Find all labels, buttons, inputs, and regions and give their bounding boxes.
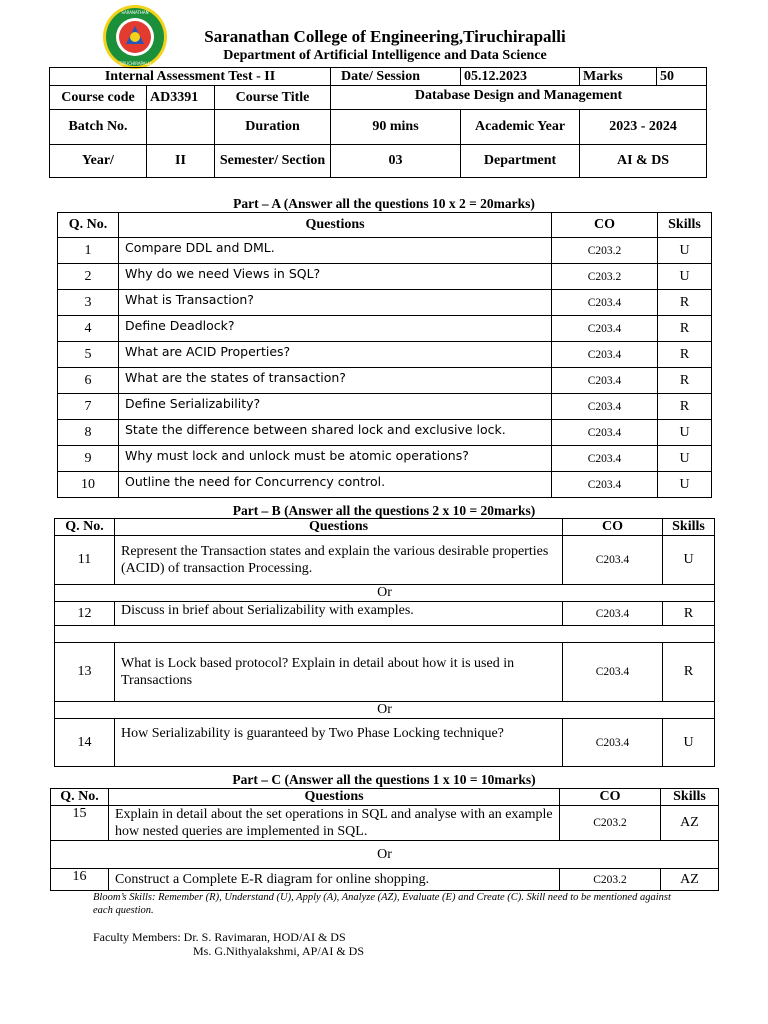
exam-info-table	[49, 67, 707, 178]
part-c-table	[50, 788, 719, 891]
part-c-header-skills: Skills	[661, 789, 719, 806]
question-co: C203.4	[552, 420, 658, 446]
table-row	[51, 806, 719, 841]
question-skill: R	[658, 342, 712, 368]
question-number: 14	[55, 719, 115, 767]
part-c-header-questions: Questions	[109, 789, 560, 806]
table-row	[55, 643, 715, 702]
faculty-members	[93, 930, 364, 958]
question-number: 15	[51, 806, 109, 841]
question-text: What are the states of transaction?	[119, 368, 552, 394]
table-row	[58, 290, 712, 316]
part-c-title: Part – C (Answer all the questions 1 x 10 = 10marks)	[232, 772, 536, 787]
question-skill: R	[658, 368, 712, 394]
question-co: C203.4	[563, 602, 663, 626]
department-label: Department	[461, 145, 580, 178]
svg-text:TIRUCHIRAPALLI: TIRUCHIRAPALLI	[118, 61, 152, 66]
semester-value: 03	[331, 145, 461, 178]
department-name: Department of Artificial Intelligence and Data Science	[223, 48, 547, 63]
part-b-header-questions: Questions	[115, 519, 563, 536]
question-skill: AZ	[661, 869, 719, 891]
question-number: 11	[55, 536, 115, 585]
academic-year-value: 2023 - 2024	[580, 110, 707, 145]
question-co: C203.2	[560, 869, 661, 891]
question-text: Construct a Complete E-R diagram for online shopping.	[109, 869, 560, 891]
question-number: 16	[51, 869, 109, 891]
academic-year-label: Academic Year	[461, 110, 580, 145]
part-c-header-co: CO	[560, 789, 661, 806]
duration-value: 90 mins	[331, 110, 461, 145]
question-text: State the difference between shared lock and exclusive lock.	[119, 420, 552, 446]
table-row	[58, 420, 712, 446]
question-number: 2	[58, 264, 119, 290]
question-co: C203.4	[552, 472, 658, 498]
question-text: Discuss in brief about Serializability with examples.	[115, 602, 563, 626]
question-co: C203.4	[552, 446, 658, 472]
table-row	[55, 719, 715, 767]
question-skill: R	[658, 316, 712, 342]
question-skill: U	[663, 719, 715, 767]
question-co: C203.4	[563, 536, 663, 585]
blooms-skills-note: Bloom’s Skills: Remember (R), Understand (U), Apply (A), Analyze (AZ), Evaluate (E) and Create (C). Skill need to be mentioned against each question.	[93, 892, 671, 916]
table-row	[58, 368, 712, 394]
part-a-title: Part – A (Answer all the questions 10 x 2 = 20marks)	[233, 196, 535, 211]
question-co: C203.2	[552, 238, 658, 264]
or-separator: Or	[51, 841, 719, 869]
faculty-line-2: Ms. G.Nithyalakshmi, AP/AI & DS	[193, 944, 365, 958]
question-number: 4	[58, 316, 119, 342]
question-co: C203.2	[560, 806, 661, 841]
question-number: 12	[55, 602, 115, 626]
question-skill: U	[658, 472, 712, 498]
question-text: What are ACID Properties?	[119, 342, 552, 368]
question-text: Compare DDL and DML.	[119, 238, 552, 264]
table-row	[58, 446, 712, 472]
question-skill: R	[658, 290, 712, 316]
question-skill: U	[658, 238, 712, 264]
question-text: Explain in detail about the set operations in SQL and analyse with an example how nested queries are implemented in SQL.	[109, 806, 560, 841]
part-b-header-co: CO	[563, 519, 663, 536]
table-row	[58, 238, 712, 264]
table-row	[58, 342, 712, 368]
course-title-value: Database Design and Management	[331, 86, 707, 110]
table-row	[51, 869, 719, 891]
question-number: 1	[58, 238, 119, 264]
part-a-header-qno: Q. No.	[58, 213, 119, 238]
department-value: AI & DS	[580, 145, 707, 178]
question-skill: R	[658, 394, 712, 420]
part-a-header-co: CO	[552, 213, 658, 238]
year-label: Year/	[50, 145, 147, 178]
faculty-line-1: Faculty Members: Dr. S. Ravimaran, HOD/AI & DS	[93, 930, 346, 944]
table-row	[55, 536, 715, 585]
question-skill: U	[658, 264, 712, 290]
svg-text:SARANATHAN: SARANATHAN	[121, 10, 149, 15]
question-number: 5	[58, 342, 119, 368]
question-co: C203.4	[563, 719, 663, 767]
question-number: 10	[58, 472, 119, 498]
question-text: How Serializability is guaranteed by Two Phase Locking technique?	[115, 719, 563, 767]
table-row	[58, 264, 712, 290]
batch-value	[147, 110, 215, 145]
question-number: 7	[58, 394, 119, 420]
question-skill: U	[663, 536, 715, 585]
table-row	[58, 472, 712, 498]
question-number: 9	[58, 446, 119, 472]
test-name: Internal Assessment Test - II	[50, 68, 331, 86]
question-co: C203.4	[552, 394, 658, 420]
course-title-label: Course Title	[215, 86, 331, 110]
course-code-label: Course code	[50, 86, 147, 110]
part-b-table	[54, 518, 715, 767]
question-co: C203.4	[552, 316, 658, 342]
question-skill: AZ	[661, 806, 719, 841]
question-text: Define Serializability?	[119, 394, 552, 420]
part-c-header-qno: Q. No.	[51, 789, 109, 806]
question-co: C203.4	[563, 643, 663, 702]
question-co: C203.4	[552, 368, 658, 394]
year-value: II	[147, 145, 215, 178]
question-number: 3	[58, 290, 119, 316]
college-name: Saranathan College of Engineering,Tiruchirapalli	[204, 27, 566, 46]
duration-label: Duration	[215, 110, 331, 145]
part-a-header-questions: Questions	[119, 213, 552, 238]
date-label: Date/ Session	[331, 68, 461, 86]
question-skill: R	[663, 643, 715, 702]
or-separator: Or	[55, 585, 715, 602]
question-text: What is Transaction?	[119, 290, 552, 316]
question-skill: U	[658, 420, 712, 446]
question-text: Define Deadlock?	[119, 316, 552, 342]
table-row	[58, 394, 712, 420]
question-text: Represent the Transaction states and explain the various desirable properties (ACID) of transaction Processing.	[115, 536, 563, 585]
question-number: 8	[58, 420, 119, 446]
question-co: C203.2	[552, 264, 658, 290]
part-b-header-skills: Skills	[663, 519, 715, 536]
question-text: Why do we need Views in SQL?	[119, 264, 552, 290]
question-co: C203.4	[552, 290, 658, 316]
semester-label: Semester/ Section	[215, 145, 331, 178]
batch-label: Batch No.	[50, 110, 147, 145]
date-value: 05.12.2023	[461, 68, 580, 86]
question-text: What is Lock based protocol? Explain in detail about how it is used in Transactions	[115, 643, 563, 702]
question-skill: R	[663, 602, 715, 626]
table-row	[58, 316, 712, 342]
question-number: 13	[55, 643, 115, 702]
course-code-value: AD3391	[147, 86, 215, 110]
or-separator: Or	[55, 702, 715, 719]
question-text: Why must lock and unlock must be atomic operations?	[119, 446, 552, 472]
blank-row	[55, 626, 715, 643]
marks-value: 50	[657, 68, 707, 86]
question-number: 6	[58, 368, 119, 394]
marks-label: Marks	[580, 68, 657, 86]
part-b-header-qno: Q. No.	[55, 519, 115, 536]
part-b-title: Part – B (Answer all the questions 2 x 10 = 20marks)	[232, 503, 536, 518]
table-row	[55, 602, 715, 626]
part-a-table	[57, 212, 712, 498]
question-skill: U	[658, 446, 712, 472]
question-text: Outline the need for Concurrency control.	[119, 472, 552, 498]
part-a-header-skills: Skills	[658, 213, 712, 238]
question-co: C203.4	[552, 342, 658, 368]
